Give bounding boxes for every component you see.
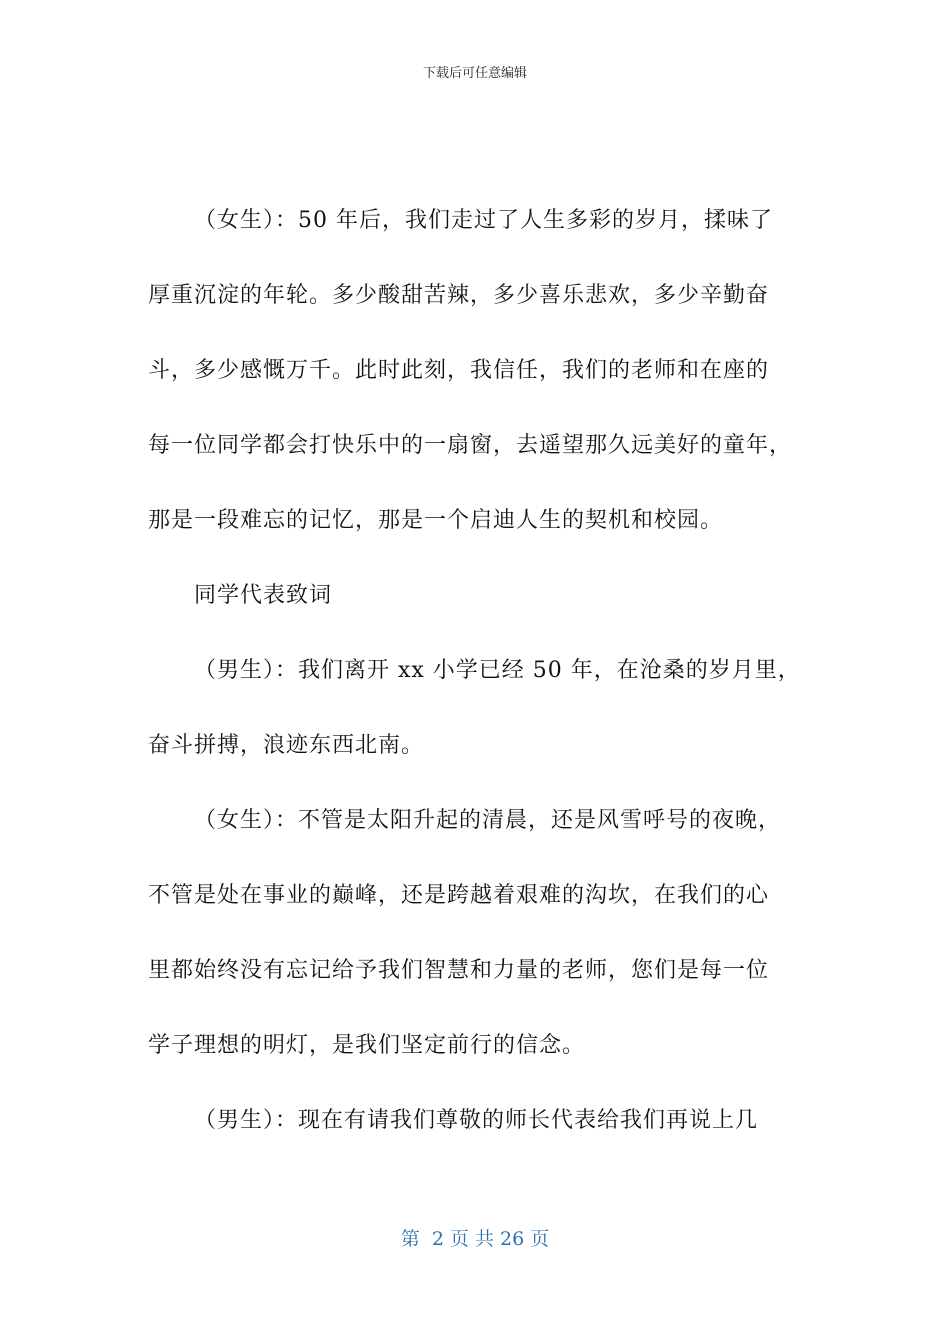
page-header: 下载后可任意编辑 (422, 66, 527, 81)
paragraph-line: 斗，多少感慨万千。此时此刻，我信任，我们的老师和在座的 (148, 358, 770, 383)
paragraph-line: 每一位同学都会打快乐中的一扇窗，去遥望那久远美好的童年， (148, 433, 793, 458)
paragraph-line: 厚重沉淀的年轮。多少酸甜苦辣，多少喜乐悲欢，多少辛勤奋 (148, 283, 770, 308)
paragraph-line: （女生）：50 年后，我们走过了人生多彩的岁月，揉味了 (194, 208, 773, 233)
paragraph-line: （女生）：不管是太阳升起的清晨，还是风雪呼号的夜晚， (194, 808, 782, 833)
page-number-footer: 第 2 页 共 26 页 (400, 1228, 550, 1250)
document-body (148, 198, 808, 1173)
section-heading: 同学代表致词 (194, 583, 333, 608)
paragraph-line: 不管是处在事业的巅峰，还是跨越着艰难的沟坎，在我们的心 (148, 883, 770, 908)
paragraph-line: （男生）：现在有请我们尊敬的师长代表给我们再说上几 (194, 1108, 759, 1133)
paragraph-line: 学子理想的明灯，是我们坚定前行的信念。 (148, 1033, 586, 1058)
paragraph-line: 那是一段难忘的记忆，那是一个启迪人生的契机和校园。 (148, 508, 724, 533)
paragraph-line: （男生）：我们离开 xx 小学已经 50 年，在沧桑的岁月里， (194, 658, 801, 683)
paragraph-line: 奋斗拼搏，浪迹东西北南。 (148, 733, 425, 758)
paragraph-line: 里都始终没有忘记给予我们智慧和力量的老师，您们是每一位 (148, 958, 770, 983)
